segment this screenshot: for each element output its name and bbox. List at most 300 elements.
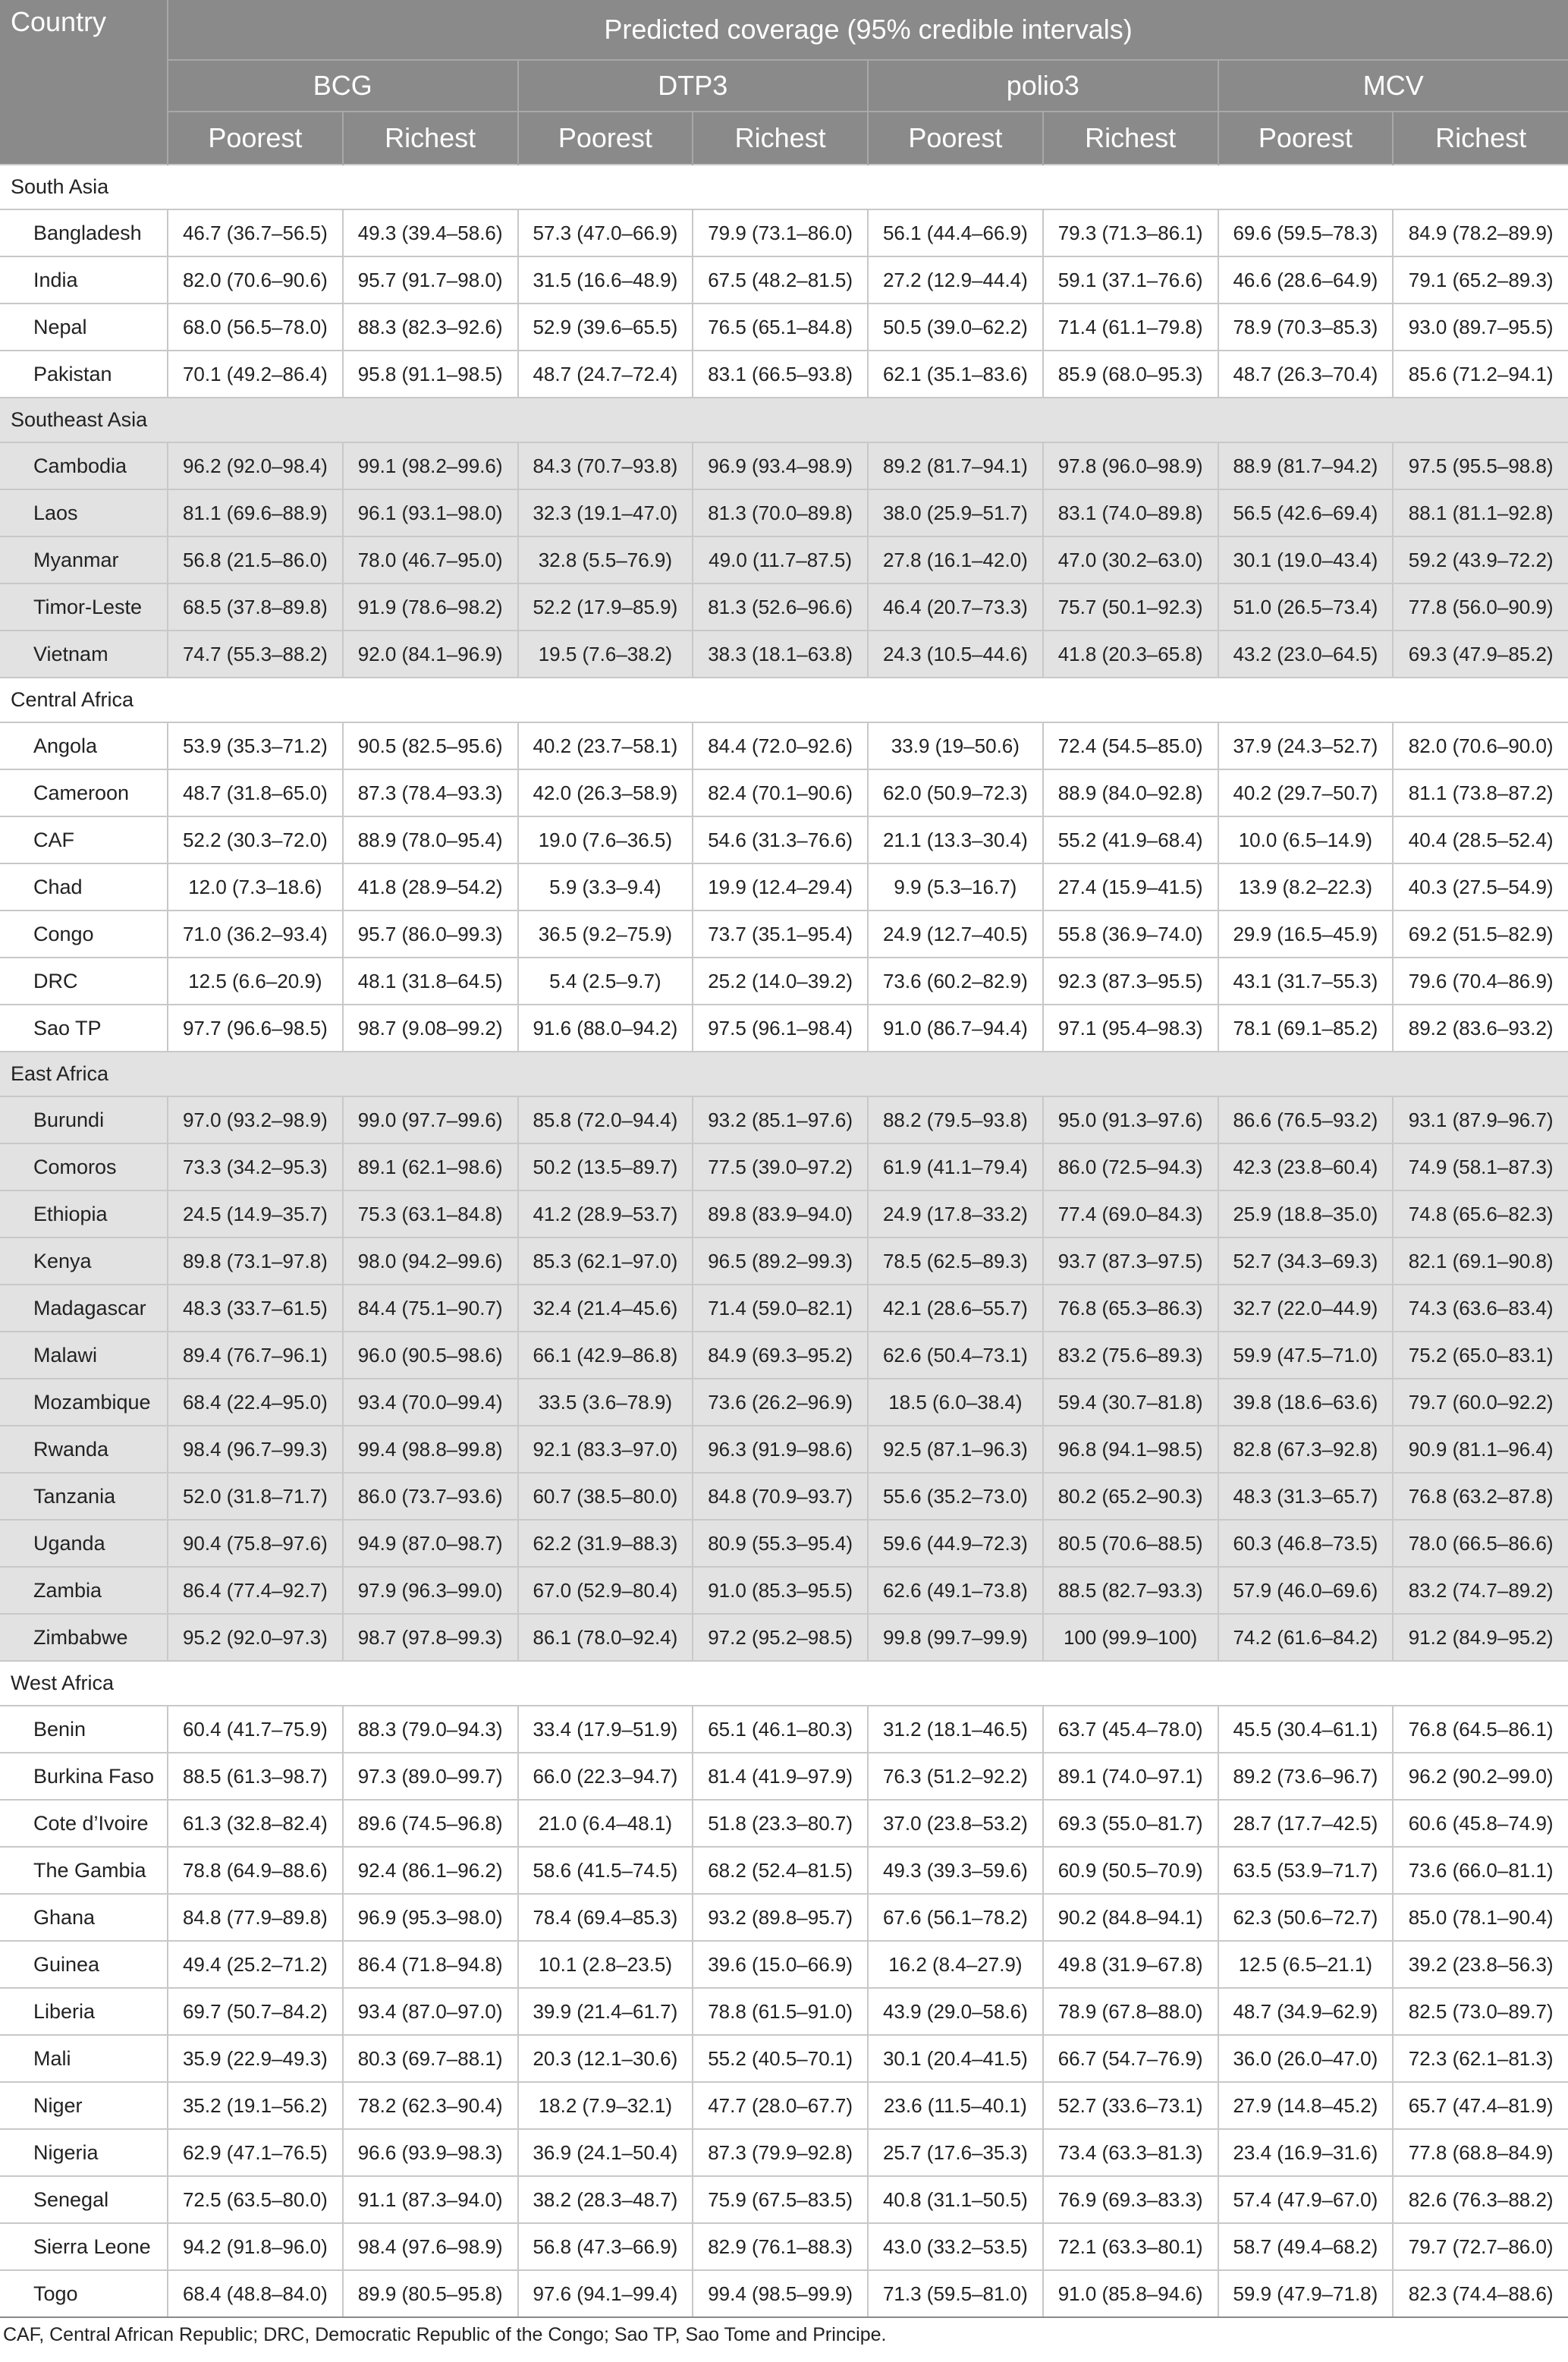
coverage-value: 76.8 (63.2–87.8) — [1393, 1473, 1568, 1520]
coverage-value: 92.3 (87.3–95.5) — [1043, 958, 1218, 1005]
coverage-value: 62.3 (50.6–72.7) — [1218, 1894, 1394, 1941]
table-row — [0, 1706, 1568, 1753]
coverage-value: 29.9 (16.5–45.9) — [1218, 911, 1394, 958]
region-label: Southeast Asia — [0, 398, 1568, 442]
coverage-value: 69.3 (47.9–85.2) — [1393, 631, 1568, 678]
coverage-value: 82.5 (73.0–89.7) — [1393, 1988, 1568, 2035]
coverage-value: 76.5 (65.1–84.8) — [693, 304, 868, 351]
coverage-value: 82.3 (74.4–88.6) — [1393, 2270, 1568, 2317]
table-header — [0, 0, 1568, 165]
coverage-value: 68.2 (52.4–81.5) — [693, 1847, 868, 1894]
coverage-value: 55.6 (35.2–73.0) — [868, 1473, 1043, 1520]
coverage-value: 88.1 (81.1–92.8) — [1393, 489, 1568, 536]
coverage-value: 58.7 (49.4–68.2) — [1218, 2223, 1394, 2270]
coverage-value: 50.2 (13.5–89.7) — [518, 1143, 693, 1190]
coverage-value: 47.7 (28.0–67.7) — [693, 2082, 868, 2129]
table-row — [0, 1005, 1568, 1052]
coverage-value: 85.9 (68.0–95.3) — [1043, 351, 1218, 398]
coverage-value: 42.0 (26.3–58.9) — [518, 769, 693, 816]
coverage-value: 94.2 (91.8–96.0) — [168, 2223, 343, 2270]
coverage-value: 52.9 (39.6–65.5) — [518, 304, 693, 351]
coverage-value: 79.6 (70.4–86.9) — [1393, 958, 1568, 1005]
coverage-value: 30.1 (19.0–43.4) — [1218, 536, 1394, 583]
coverage-value: 39.6 (15.0–66.9) — [693, 1941, 868, 1988]
table-row — [0, 442, 1568, 489]
coverage-value: 93.4 (70.0–99.4) — [343, 1379, 518, 1426]
coverage-value: 63.7 (45.4–78.0) — [1043, 1706, 1218, 1753]
coverage-value: 31.2 (18.1–46.5) — [868, 1706, 1043, 1753]
coverage-value: 86.6 (76.5–93.2) — [1218, 1096, 1394, 1143]
vaccine-header-mcv: MCV — [1218, 60, 1568, 112]
coverage-value: 60.3 (46.8–73.5) — [1218, 1520, 1394, 1567]
coverage-value: 40.4 (28.5–52.4) — [1393, 816, 1568, 863]
coverage-value: 79.7 (72.7–86.0) — [1393, 2223, 1568, 2270]
coverage-value: 78.2 (62.3–90.4) — [343, 2082, 518, 2129]
coverage-value: 81.3 (70.0–89.8) — [693, 489, 868, 536]
table-row — [0, 583, 1568, 631]
coverage-value: 76.9 (69.3–83.3) — [1043, 2176, 1218, 2223]
coverage-value: 73.3 (34.2–95.3) — [168, 1143, 343, 1190]
coverage-value: 41.2 (28.9–53.7) — [518, 1190, 693, 1238]
country-name: Sierra Leone — [0, 2223, 168, 2270]
coverage-value: 81.3 (52.6–96.6) — [693, 583, 868, 631]
coverage-value: 88.9 (84.0–92.8) — [1043, 769, 1218, 816]
coverage-value: 30.1 (20.4–41.5) — [868, 2035, 1043, 2082]
subgroup-header-richest: Richest — [1393, 112, 1568, 165]
coverage-value: 62.2 (31.9–88.3) — [518, 1520, 693, 1567]
coverage-value: 54.6 (31.3–76.6) — [693, 816, 868, 863]
country-name: Mali — [0, 2035, 168, 2082]
table-row — [0, 1520, 1568, 1567]
coverage-value: 82.0 (70.6–90.0) — [1393, 722, 1568, 769]
coverage-value: 81.1 (69.6–88.9) — [168, 489, 343, 536]
coverage-value: 85.8 (72.0–94.4) — [518, 1096, 693, 1143]
coverage-value: 81.4 (41.9–97.9) — [693, 1753, 868, 1800]
coverage-value: 32.3 (19.1–47.0) — [518, 489, 693, 536]
coverage-value: 32.4 (21.4–45.6) — [518, 1285, 693, 1332]
coverage-value: 39.2 (23.8–56.3) — [1393, 1941, 1568, 1988]
coverage-value: 24.3 (10.5–44.6) — [868, 631, 1043, 678]
coverage-value: 48.7 (31.8–65.0) — [168, 769, 343, 816]
coverage-value: 45.5 (30.4–61.1) — [1218, 1706, 1394, 1753]
coverage-value: 36.9 (24.1–50.4) — [518, 2129, 693, 2176]
coverage-value: 79.1 (65.2–89.3) — [1393, 256, 1568, 304]
coverage-value: 33.9 (19–50.6) — [868, 722, 1043, 769]
coverage-value: 59.6 (44.9–72.3) — [868, 1520, 1043, 1567]
coverage-value: 21.0 (6.4–48.1) — [518, 1800, 693, 1847]
coverage-value: 39.8 (18.6–63.6) — [1218, 1379, 1394, 1426]
coverage-value: 48.7 (34.9–62.9) — [1218, 1988, 1394, 2035]
coverage-value: 84.8 (70.9–93.7) — [693, 1473, 868, 1520]
coverage-value: 25.2 (14.0–39.2) — [693, 958, 868, 1005]
coverage-value: 84.4 (75.1–90.7) — [343, 1285, 518, 1332]
country-name: DRC — [0, 958, 168, 1005]
coverage-value: 96.2 (92.0–98.4) — [168, 442, 343, 489]
country-name: Nepal — [0, 304, 168, 351]
coverage-value: 57.9 (46.0–69.6) — [1218, 1567, 1394, 1614]
coverage-value: 62.1 (35.1–83.6) — [868, 351, 1043, 398]
table-row — [0, 722, 1568, 769]
coverage-value: 24.5 (14.9–35.7) — [168, 1190, 343, 1238]
coverage-value: 78.8 (61.5–91.0) — [693, 1988, 868, 2035]
country-name: CAF — [0, 816, 168, 863]
coverage-value: 49.3 (39.3–59.6) — [868, 1847, 1043, 1894]
coverage-value: 99.0 (97.7–99.6) — [343, 1096, 518, 1143]
country-name: Nigeria — [0, 2129, 168, 2176]
coverage-value: 60.7 (38.5–80.0) — [518, 1473, 693, 1520]
table-row — [0, 1800, 1568, 1847]
region-label: West Africa — [0, 1661, 1568, 1706]
coverage-value: 84.9 (69.3–95.2) — [693, 1332, 868, 1379]
coverage-value: 49.4 (25.2–71.2) — [168, 1941, 343, 1988]
coverage-value: 38.2 (28.3–48.7) — [518, 2176, 693, 2223]
coverage-value: 56.8 (47.3–66.9) — [518, 2223, 693, 2270]
coverage-value: 95.0 (91.3–97.6) — [1043, 1096, 1218, 1143]
coverage-value: 61.9 (41.1–79.4) — [868, 1143, 1043, 1190]
coverage-value: 96.9 (93.4–98.9) — [693, 442, 868, 489]
coverage-value: 72.1 (63.3–80.1) — [1043, 2223, 1218, 2270]
coverage-value: 12.0 (7.3–18.6) — [168, 863, 343, 911]
coverage-value: 58.6 (41.5–74.5) — [518, 1847, 693, 1894]
coverage-value: 91.0 (85.8–94.6) — [1043, 2270, 1218, 2317]
coverage-value: 84.4 (72.0–92.6) — [693, 722, 868, 769]
coverage-value: 48.3 (31.3–65.7) — [1218, 1473, 1394, 1520]
table-row — [0, 1941, 1568, 1988]
country-name: Malawi — [0, 1332, 168, 1379]
coverage-value: 40.8 (31.1–50.5) — [868, 2176, 1043, 2223]
coverage-value: 97.2 (95.2–98.5) — [693, 1614, 868, 1661]
coverage-value: 49.8 (31.9–67.8) — [1043, 1941, 1218, 1988]
coverage-value: 59.9 (47.5–71.0) — [1218, 1332, 1394, 1379]
coverage-value: 82.0 (70.6–90.6) — [168, 256, 343, 304]
coverage-value: 66.7 (54.7–76.9) — [1043, 2035, 1218, 2082]
coverage-value: 82.9 (76.1–88.3) — [693, 2223, 868, 2270]
coverage-value: 95.8 (91.1–98.5) — [343, 351, 518, 398]
coverage-value: 77.8 (56.0–90.9) — [1393, 583, 1568, 631]
coverage-value: 89.9 (80.5–95.8) — [343, 2270, 518, 2317]
coverage-value: 68.0 (56.5–78.0) — [168, 304, 343, 351]
coverage-value: 24.9 (12.7–40.5) — [868, 911, 1043, 958]
coverage-value: 89.8 (83.9–94.0) — [693, 1190, 868, 1238]
region-row — [0, 1661, 1568, 1706]
coverage-value: 52.2 (30.3–72.0) — [168, 816, 343, 863]
coverage-value: 71.3 (59.5–81.0) — [868, 2270, 1043, 2317]
coverage-value: 23.4 (16.9–31.6) — [1218, 2129, 1394, 2176]
country-name: Congo — [0, 911, 168, 958]
coverage-value: 97.9 (96.3–99.0) — [343, 1567, 518, 1614]
coverage-value: 40.3 (27.5–54.9) — [1393, 863, 1568, 911]
table-row — [0, 1426, 1568, 1473]
coverage-value: 90.5 (82.5–95.6) — [343, 722, 518, 769]
coverage-value: 67.6 (56.1–78.2) — [868, 1894, 1043, 1941]
coverage-value: 97.0 (93.2–98.9) — [168, 1096, 343, 1143]
table-row — [0, 2223, 1568, 2270]
coverage-value: 90.9 (81.1–96.4) — [1393, 1426, 1568, 1473]
coverage-value: 69.6 (59.5–78.3) — [1218, 209, 1394, 256]
coverage-value: 89.2 (73.6–96.7) — [1218, 1753, 1394, 1800]
coverage-value: 90.2 (84.8–94.1) — [1043, 1894, 1218, 1941]
coverage-value: 74.7 (55.3–88.2) — [168, 631, 343, 678]
coverage-value: 78.0 (66.5–86.6) — [1393, 1520, 1568, 1567]
coverage-value: 66.0 (22.3–94.7) — [518, 1753, 693, 1800]
coverage-value: 68.4 (48.8–84.0) — [168, 2270, 343, 2317]
coverage-value: 35.2 (19.1–56.2) — [168, 2082, 343, 2129]
coverage-value: 18.2 (7.9–32.1) — [518, 2082, 693, 2129]
coverage-value: 51.8 (23.3–80.7) — [693, 1800, 868, 1847]
coverage-value: 76.8 (65.3–86.3) — [1043, 1285, 1218, 1332]
coverage-value: 62.6 (50.4–73.1) — [868, 1332, 1043, 1379]
coverage-value: 93.2 (89.8–95.7) — [693, 1894, 868, 1941]
coverage-value: 50.5 (39.0–62.2) — [868, 304, 1043, 351]
table-row — [0, 769, 1568, 816]
coverage-value: 81.1 (73.8–87.2) — [1393, 769, 1568, 816]
country-name: Bangladesh — [0, 209, 168, 256]
coverage-value: 46.4 (20.7–73.3) — [868, 583, 1043, 631]
coverage-value: 89.6 (74.5–96.8) — [343, 1800, 518, 1847]
coverage-value: 85.3 (62.1–97.0) — [518, 1238, 693, 1285]
vaccine-header-bcg: BCG — [168, 60, 518, 112]
coverage-value: 65.7 (47.4–81.9) — [1393, 2082, 1568, 2129]
coverage-value: 33.4 (17.9–51.9) — [518, 1706, 693, 1753]
coverage-value: 78.9 (70.3–85.3) — [1218, 304, 1394, 351]
coverage-value: 92.5 (87.1–96.3) — [868, 1426, 1043, 1473]
coverage-value: 84.9 (78.2–89.9) — [1393, 209, 1568, 256]
coverage-value: 93.1 (87.9–96.7) — [1393, 1096, 1568, 1143]
country-name: Senegal — [0, 2176, 168, 2223]
coverage-value: 10.1 (2.8–23.5) — [518, 1941, 693, 1988]
table-row — [0, 1143, 1568, 1190]
table-row — [0, 1847, 1568, 1894]
table-row — [0, 1753, 1568, 1800]
coverage-value: 93.2 (85.1–97.6) — [693, 1096, 868, 1143]
country-name: Cambodia — [0, 442, 168, 489]
coverage-value: 79.7 (60.0–92.2) — [1393, 1379, 1568, 1426]
coverage-value: 78.5 (62.5–89.3) — [868, 1238, 1043, 1285]
coverage-value: 96.8 (94.1–98.5) — [1043, 1426, 1218, 1473]
country-name: Guinea — [0, 1941, 168, 1988]
coverage-value: 37.9 (24.3–52.7) — [1218, 722, 1394, 769]
coverage-value: 5.9 (3.3–9.4) — [518, 863, 693, 911]
coverage-value: 99.4 (98.8–99.8) — [343, 1426, 518, 1473]
coverage-value: 74.2 (61.6–84.2) — [1218, 1614, 1394, 1661]
coverage-value: 67.0 (52.9–80.4) — [518, 1567, 693, 1614]
country-name: Uganda — [0, 1520, 168, 1567]
coverage-value: 93.4 (87.0–97.0) — [343, 1988, 518, 2035]
coverage-value: 84.8 (77.9–89.8) — [168, 1894, 343, 1941]
coverage-value: 43.2 (23.0–64.5) — [1218, 631, 1394, 678]
coverage-value: 98.4 (96.7–99.3) — [168, 1426, 343, 1473]
coverage-value: 89.8 (73.1–97.8) — [168, 1238, 343, 1285]
coverage-value: 82.6 (76.3–88.2) — [1393, 2176, 1568, 2223]
coverage-value: 59.9 (47.9–71.8) — [1218, 2270, 1394, 2317]
table-footnote: CAF, Central African Republic; DRC, Democratic Republic of the Congo; Sao TP, Sao Tome and Principe. — [3, 2324, 887, 2345]
coverage-value: 71.4 (59.0–82.1) — [693, 1285, 868, 1332]
coverage-value: 32.8 (5.5–76.9) — [518, 536, 693, 583]
table-row — [0, 631, 1568, 678]
coverage-value: 27.8 (16.1–42.0) — [868, 536, 1043, 583]
coverage-value: 25.7 (17.6–35.3) — [868, 2129, 1043, 2176]
coverage-value: 24.9 (17.8–33.2) — [868, 1190, 1043, 1238]
coverage-value: 93.0 (89.7–95.5) — [1393, 304, 1568, 351]
country-name: Pakistan — [0, 351, 168, 398]
coverage-value: 88.5 (61.3–98.7) — [168, 1753, 343, 1800]
coverage-value: 83.2 (75.6–89.3) — [1043, 1332, 1218, 1379]
coverage-value: 78.8 (64.9–88.6) — [168, 1847, 343, 1894]
coverage-value: 62.9 (47.1–76.5) — [168, 2129, 343, 2176]
coverage-value: 63.5 (53.9–71.7) — [1218, 1847, 1394, 1894]
coverage-value: 60.6 (45.8–74.9) — [1393, 1800, 1568, 1847]
coverage-value: 5.4 (2.5–9.7) — [518, 958, 693, 1005]
coverage-value: 75.9 (67.5–83.5) — [693, 2176, 868, 2223]
coverage-value: 47.0 (30.2–63.0) — [1043, 536, 1218, 583]
coverage-value: 96.6 (93.9–98.3) — [343, 2129, 518, 2176]
country-name: Myanmar — [0, 536, 168, 583]
coverage-value: 57.3 (47.0–66.9) — [518, 209, 693, 256]
country-name: Madagascar — [0, 1285, 168, 1332]
coverage-value: 60.9 (50.5–70.9) — [1043, 1847, 1218, 1894]
table-row — [0, 816, 1568, 863]
coverage-value: 77.4 (69.0–84.3) — [1043, 1190, 1218, 1238]
coverage-value: 80.3 (69.7–88.1) — [343, 2035, 518, 2082]
coverage-value: 49.0 (11.7–87.5) — [693, 536, 868, 583]
coverage-value: 92.0 (84.1–96.9) — [343, 631, 518, 678]
country-name: Burkina Faso — [0, 1753, 168, 1800]
coverage-value: 32.7 (22.0–44.9) — [1218, 1285, 1394, 1332]
coverage-value: 68.4 (22.4–95.0) — [168, 1379, 343, 1426]
table-row — [0, 1894, 1568, 1941]
coverage-value: 61.3 (32.8–82.4) — [168, 1800, 343, 1847]
coverage-value: 96.2 (90.2–99.0) — [1393, 1753, 1568, 1800]
coverage-value: 91.6 (88.0–94.2) — [518, 1005, 693, 1052]
coverage-value: 40.2 (29.7–50.7) — [1218, 769, 1394, 816]
table-row — [0, 1332, 1568, 1379]
coverage-value: 75.3 (63.1–84.8) — [343, 1190, 518, 1238]
coverage-value: 9.9 (5.3–16.7) — [868, 863, 1043, 911]
coverage-value: 78.4 (69.4–85.3) — [518, 1894, 693, 1941]
coverage-value: 89.4 (76.7–96.1) — [168, 1332, 343, 1379]
coverage-value: 52.7 (34.3–69.3) — [1218, 1238, 1394, 1285]
coverage-value: 71.4 (61.1–79.8) — [1043, 304, 1218, 351]
coverage-value: 83.2 (74.7–89.2) — [1393, 1567, 1568, 1614]
coverage-value: 46.6 (28.6–64.9) — [1218, 256, 1394, 304]
coverage-value: 79.3 (71.3–86.1) — [1043, 209, 1218, 256]
table-row — [0, 1473, 1568, 1520]
coverage-value: 68.5 (37.8–89.8) — [168, 583, 343, 631]
coverage-value: 88.3 (82.3–92.6) — [343, 304, 518, 351]
coverage-value: 70.1 (49.2–86.4) — [168, 351, 343, 398]
coverage-value: 59.4 (30.7–81.8) — [1043, 1379, 1218, 1426]
coverage-value: 80.9 (55.3–95.4) — [693, 1520, 868, 1567]
coverage-value: 55.8 (36.9–74.0) — [1043, 911, 1218, 958]
coverage-value: 28.7 (17.7–42.5) — [1218, 1800, 1394, 1847]
coverage-value: 97.1 (95.4–98.3) — [1043, 1005, 1218, 1052]
coverage-value: 86.4 (77.4–92.7) — [168, 1567, 343, 1614]
coverage-value: 83.1 (74.0–89.8) — [1043, 489, 1218, 536]
coverage-value: 94.9 (87.0–98.7) — [343, 1520, 518, 1567]
coverage-value: 12.5 (6.5–21.1) — [1218, 1941, 1394, 1988]
coverage-value: 88.2 (79.5–93.8) — [868, 1096, 1043, 1143]
coverage-value: 52.0 (31.8–71.7) — [168, 1473, 343, 1520]
table-row — [0, 351, 1568, 398]
coverage-value: 88.3 (79.0–94.3) — [343, 1706, 518, 1753]
coverage-value: 19.5 (7.6–38.2) — [518, 631, 693, 678]
coverage-value: 43.0 (33.2–53.5) — [868, 2223, 1043, 2270]
vaccine-header-dtp3: DTP3 — [518, 60, 869, 112]
coverage-value: 96.5 (89.2–99.3) — [693, 1238, 868, 1285]
coverage-value: 89.2 (81.7–94.1) — [868, 442, 1043, 489]
coverage-value: 56.8 (21.5–86.0) — [168, 536, 343, 583]
region-label: Central Africa — [0, 678, 1568, 722]
country-column-header: Country — [0, 0, 168, 165]
coverage-value: 92.4 (86.1–96.2) — [343, 1847, 518, 1894]
table-row — [0, 1238, 1568, 1285]
region-row — [0, 165, 1568, 209]
predicted-coverage-header: Predicted coverage (95% credible intervals) — [168, 0, 1568, 60]
table-row — [0, 1096, 1568, 1143]
subgroup-header-poorest: Poorest — [518, 112, 693, 165]
coverage-value: 86.1 (78.0–92.4) — [518, 1614, 693, 1661]
region-row — [0, 678, 1568, 722]
coverage-value: 80.5 (70.6–88.5) — [1043, 1520, 1218, 1567]
subgroup-header-poorest: Poorest — [168, 112, 343, 165]
country-name: Cote d’Ivoire — [0, 1800, 168, 1847]
country-name: Chad — [0, 863, 168, 911]
coverage-value: 93.7 (87.3–97.5) — [1043, 1238, 1218, 1285]
coverage-value: 77.8 (68.8–84.9) — [1393, 2129, 1568, 2176]
coverage-value: 78.1 (69.1–85.2) — [1218, 1005, 1394, 1052]
country-name: Zimbabwe — [0, 1614, 168, 1661]
coverage-value: 52.2 (17.9–85.9) — [518, 583, 693, 631]
table-row — [0, 1285, 1568, 1332]
coverage-value: 91.1 (87.3–94.0) — [343, 2176, 518, 2223]
region-label: East Africa — [0, 1052, 1568, 1096]
coverage-value: 75.7 (50.1–92.3) — [1043, 583, 1218, 631]
country-name: The Gambia — [0, 1847, 168, 1894]
subgroup-header-richest: Richest — [693, 112, 868, 165]
table-row — [0, 2129, 1568, 2176]
table-row — [0, 1567, 1568, 1614]
subgroup-header-poorest: Poorest — [868, 112, 1043, 165]
coverage-value: 76.8 (64.5–86.1) — [1393, 1706, 1568, 1753]
coverage-value: 84.3 (70.7–93.8) — [518, 442, 693, 489]
region-row — [0, 1052, 1568, 1096]
coverage-value: 48.7 (26.3–70.4) — [1218, 351, 1394, 398]
coverage-value: 95.7 (86.0–99.3) — [343, 911, 518, 958]
coverage-value: 27.2 (12.9–44.4) — [868, 256, 1043, 304]
table-row — [0, 2035, 1568, 2082]
coverage-value: 85.6 (71.2–94.1) — [1393, 351, 1568, 398]
coverage-value: 48.1 (31.8–64.5) — [343, 958, 518, 1005]
coverage-value: 19.9 (12.4–29.4) — [693, 863, 868, 911]
coverage-value: 69.2 (51.5–82.9) — [1393, 911, 1568, 958]
coverage-value: 86.4 (71.8–94.8) — [343, 1941, 518, 1988]
coverage-value: 73.7 (35.1–95.4) — [693, 911, 868, 958]
coverage-value: 98.4 (97.6–98.9) — [343, 2223, 518, 2270]
table-row — [0, 1614, 1568, 1661]
coverage-value: 59.2 (43.9–72.2) — [1393, 536, 1568, 583]
table-row — [0, 1988, 1568, 2035]
coverage-value: 85.0 (78.1–90.4) — [1393, 1894, 1568, 1941]
coverage-value: 80.2 (65.2–90.3) — [1043, 1473, 1218, 1520]
coverage-value: 33.5 (3.6–78.9) — [518, 1379, 693, 1426]
coverage-value: 57.4 (47.9–67.0) — [1218, 2176, 1394, 2223]
coverage-value: 53.9 (35.3–71.2) — [168, 722, 343, 769]
coverage-value: 97.5 (95.5–98.8) — [1393, 442, 1568, 489]
coverage-value: 76.3 (51.2–92.2) — [868, 1753, 1043, 1800]
country-name: Niger — [0, 2082, 168, 2129]
coverage-value: 42.3 (23.8–60.4) — [1218, 1143, 1394, 1190]
coverage-value: 89.1 (62.1–98.6) — [343, 1143, 518, 1190]
